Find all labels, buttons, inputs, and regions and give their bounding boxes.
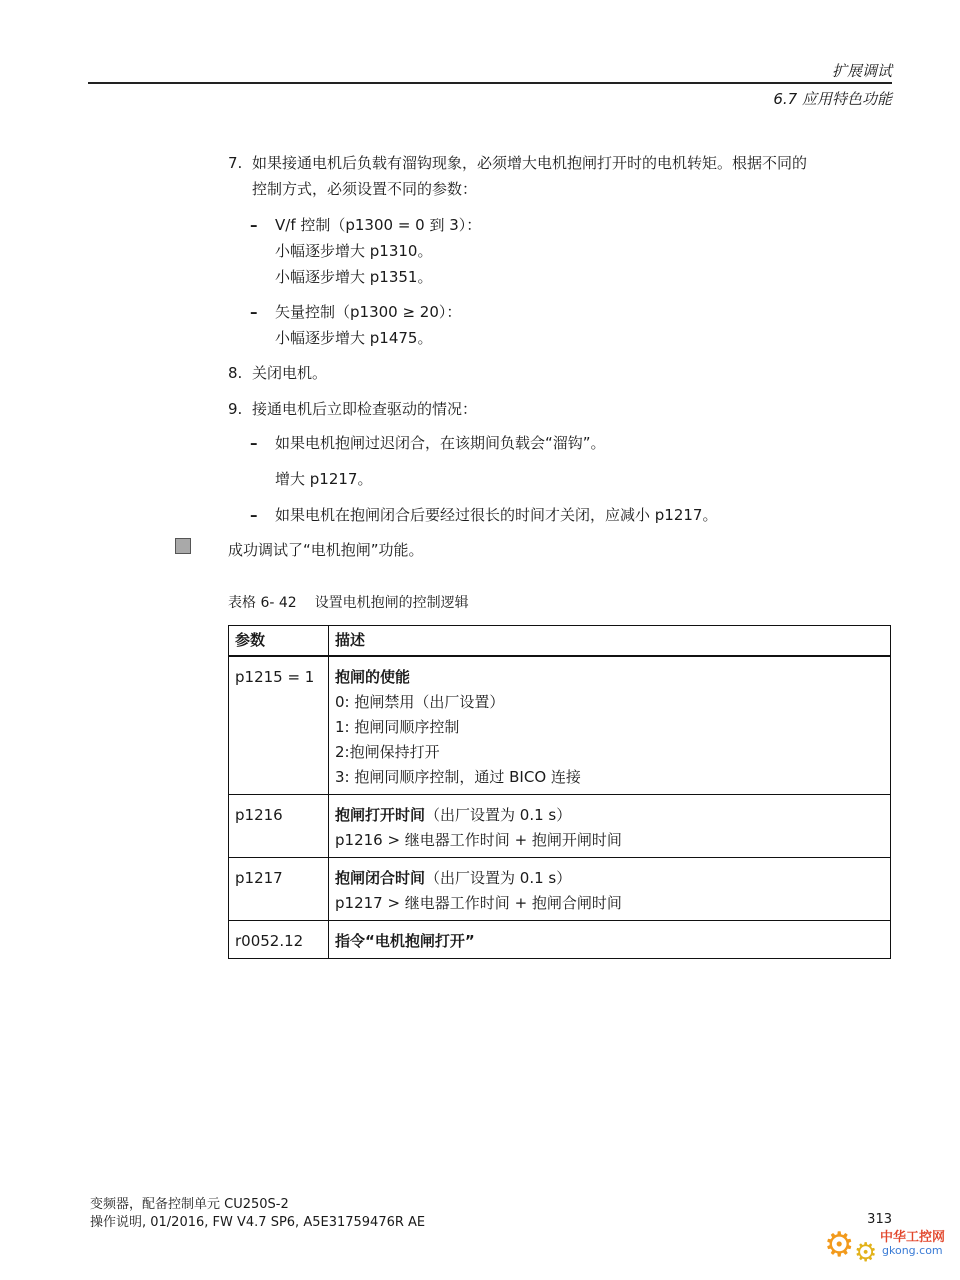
watermark-brand: 中华工控网 <box>880 1230 946 1245</box>
procedure-complete-text: 成功调试了“电机抱闸”功能。 <box>228 541 424 559</box>
vf-control-item <box>250 212 890 290</box>
description-cell <box>329 858 891 921</box>
dash-bullet: – <box>250 506 258 524</box>
running-header-section: 6.7 应用特色功能 <box>773 90 892 108</box>
step-text-line: 接通电机后立即检查驱动的情况： <box>252 400 478 418</box>
description-title: 指令“电机抱闸打开” <box>335 932 475 950</box>
description-title-suffix: （出厂设置为 0.1 s） <box>425 806 572 824</box>
step-text-line: 控制方式，必须设置不同的参数： <box>252 180 478 198</box>
step-text-line: 如果接通电机后负载有溜钩现象，必须增大电机抱闸打开时的电机转矩。根据不同的 <box>252 154 808 172</box>
header-divider <box>88 82 892 84</box>
gear-icon: ⚙ <box>824 1225 855 1265</box>
footer-document-info: 操作说明, 01/2016, FW V4.7 SP6, A5E31759476R AE <box>90 1215 426 1230</box>
table-caption-title: 设置电机抱闸的控制逻辑 <box>314 595 469 611</box>
column-header-description: 描述 <box>329 626 891 657</box>
long-close-item <box>250 502 890 528</box>
step-7 <box>228 150 888 202</box>
description-cell <box>329 921 891 959</box>
item-title: V/f 控制（p1300 = 0 到 3）： <box>275 216 482 234</box>
description-line: 1: 抱闸同顺序控制 <box>335 718 460 736</box>
end-of-procedure-marker <box>175 538 191 554</box>
table-row <box>229 795 891 858</box>
dash-bullet: – <box>250 303 258 321</box>
step-number: 9. <box>228 400 243 418</box>
item-line: 小幅逐步增大 p1475。 <box>275 329 433 347</box>
param-cell: p1217 <box>229 858 329 921</box>
table-header-row <box>229 626 891 657</box>
item-line: 如果电机抱闸过迟闭合，在该期间负载会“溜钩”。 <box>275 434 606 452</box>
footer-product: 变频器，配备控制单元 CU250S-2 <box>90 1197 289 1212</box>
description-line: 0: 抱闸禁用（出厂设置） <box>335 693 505 711</box>
page-footer <box>90 1196 425 1232</box>
step-8 <box>228 360 888 386</box>
step-number: 8. <box>228 364 243 382</box>
description-cell <box>329 656 891 795</box>
dash-bullet: – <box>250 216 258 234</box>
running-header-chapter: 扩展调试 <box>831 62 892 80</box>
description-cell <box>329 795 891 858</box>
description-line: p1216 > 继电器工作时间 + 抱闸开闸时间 <box>335 831 622 849</box>
page-number: 313 <box>867 1212 892 1227</box>
watermark-logo <box>824 1222 954 1272</box>
gear-icon: ⚙ <box>854 1238 878 1268</box>
description-line: 3: 抱闸同顺序控制，通过 BICO 连接 <box>335 768 581 786</box>
param-cell: r0052.12 <box>229 921 329 959</box>
dash-bullet: – <box>250 434 258 452</box>
late-close-item <box>250 430 890 456</box>
description-line: 2:抱闸保持打开 <box>335 743 440 761</box>
description-title: 抱闸打开时间 <box>335 806 426 824</box>
table-caption-label: 表格 6- 42 <box>228 595 297 611</box>
step-number: 7. <box>228 154 243 172</box>
table-row <box>229 921 891 959</box>
item-line: 小幅逐步增大 p1310。 <box>275 242 433 260</box>
column-header-parameter: 参数 <box>229 626 329 657</box>
table-row <box>229 858 891 921</box>
table-row <box>229 656 891 795</box>
param-cell: p1216 <box>229 795 329 858</box>
item-line: 如果电机在抱闸闭合后要经过很长的时间才关闭，应减小 p1217。 <box>275 506 718 524</box>
description-title: 抱闸闭合时间 <box>335 869 426 887</box>
description-title-suffix: （出厂设置为 0.1 s） <box>425 869 572 887</box>
item-followup: 增大 p1217。 <box>275 470 373 488</box>
item-line: 小幅逐步增大 p1351。 <box>275 268 433 286</box>
description-title: 抱闸的使能 <box>335 668 411 686</box>
table-caption <box>228 592 469 612</box>
param-cell: p1215 = 1 <box>229 656 329 795</box>
watermark-site: gkong.com <box>882 1244 943 1257</box>
description-line: p1217 > 继电器工作时间 + 抱闸合闸时间 <box>335 894 622 912</box>
step-text-line: 关闭电机。 <box>252 364 328 382</box>
item-title: 矢量控制（p1300 ≥ 20）： <box>275 303 462 321</box>
vector-control-item <box>250 299 890 351</box>
brake-control-logic-table <box>228 625 891 959</box>
step-9 <box>228 396 888 422</box>
